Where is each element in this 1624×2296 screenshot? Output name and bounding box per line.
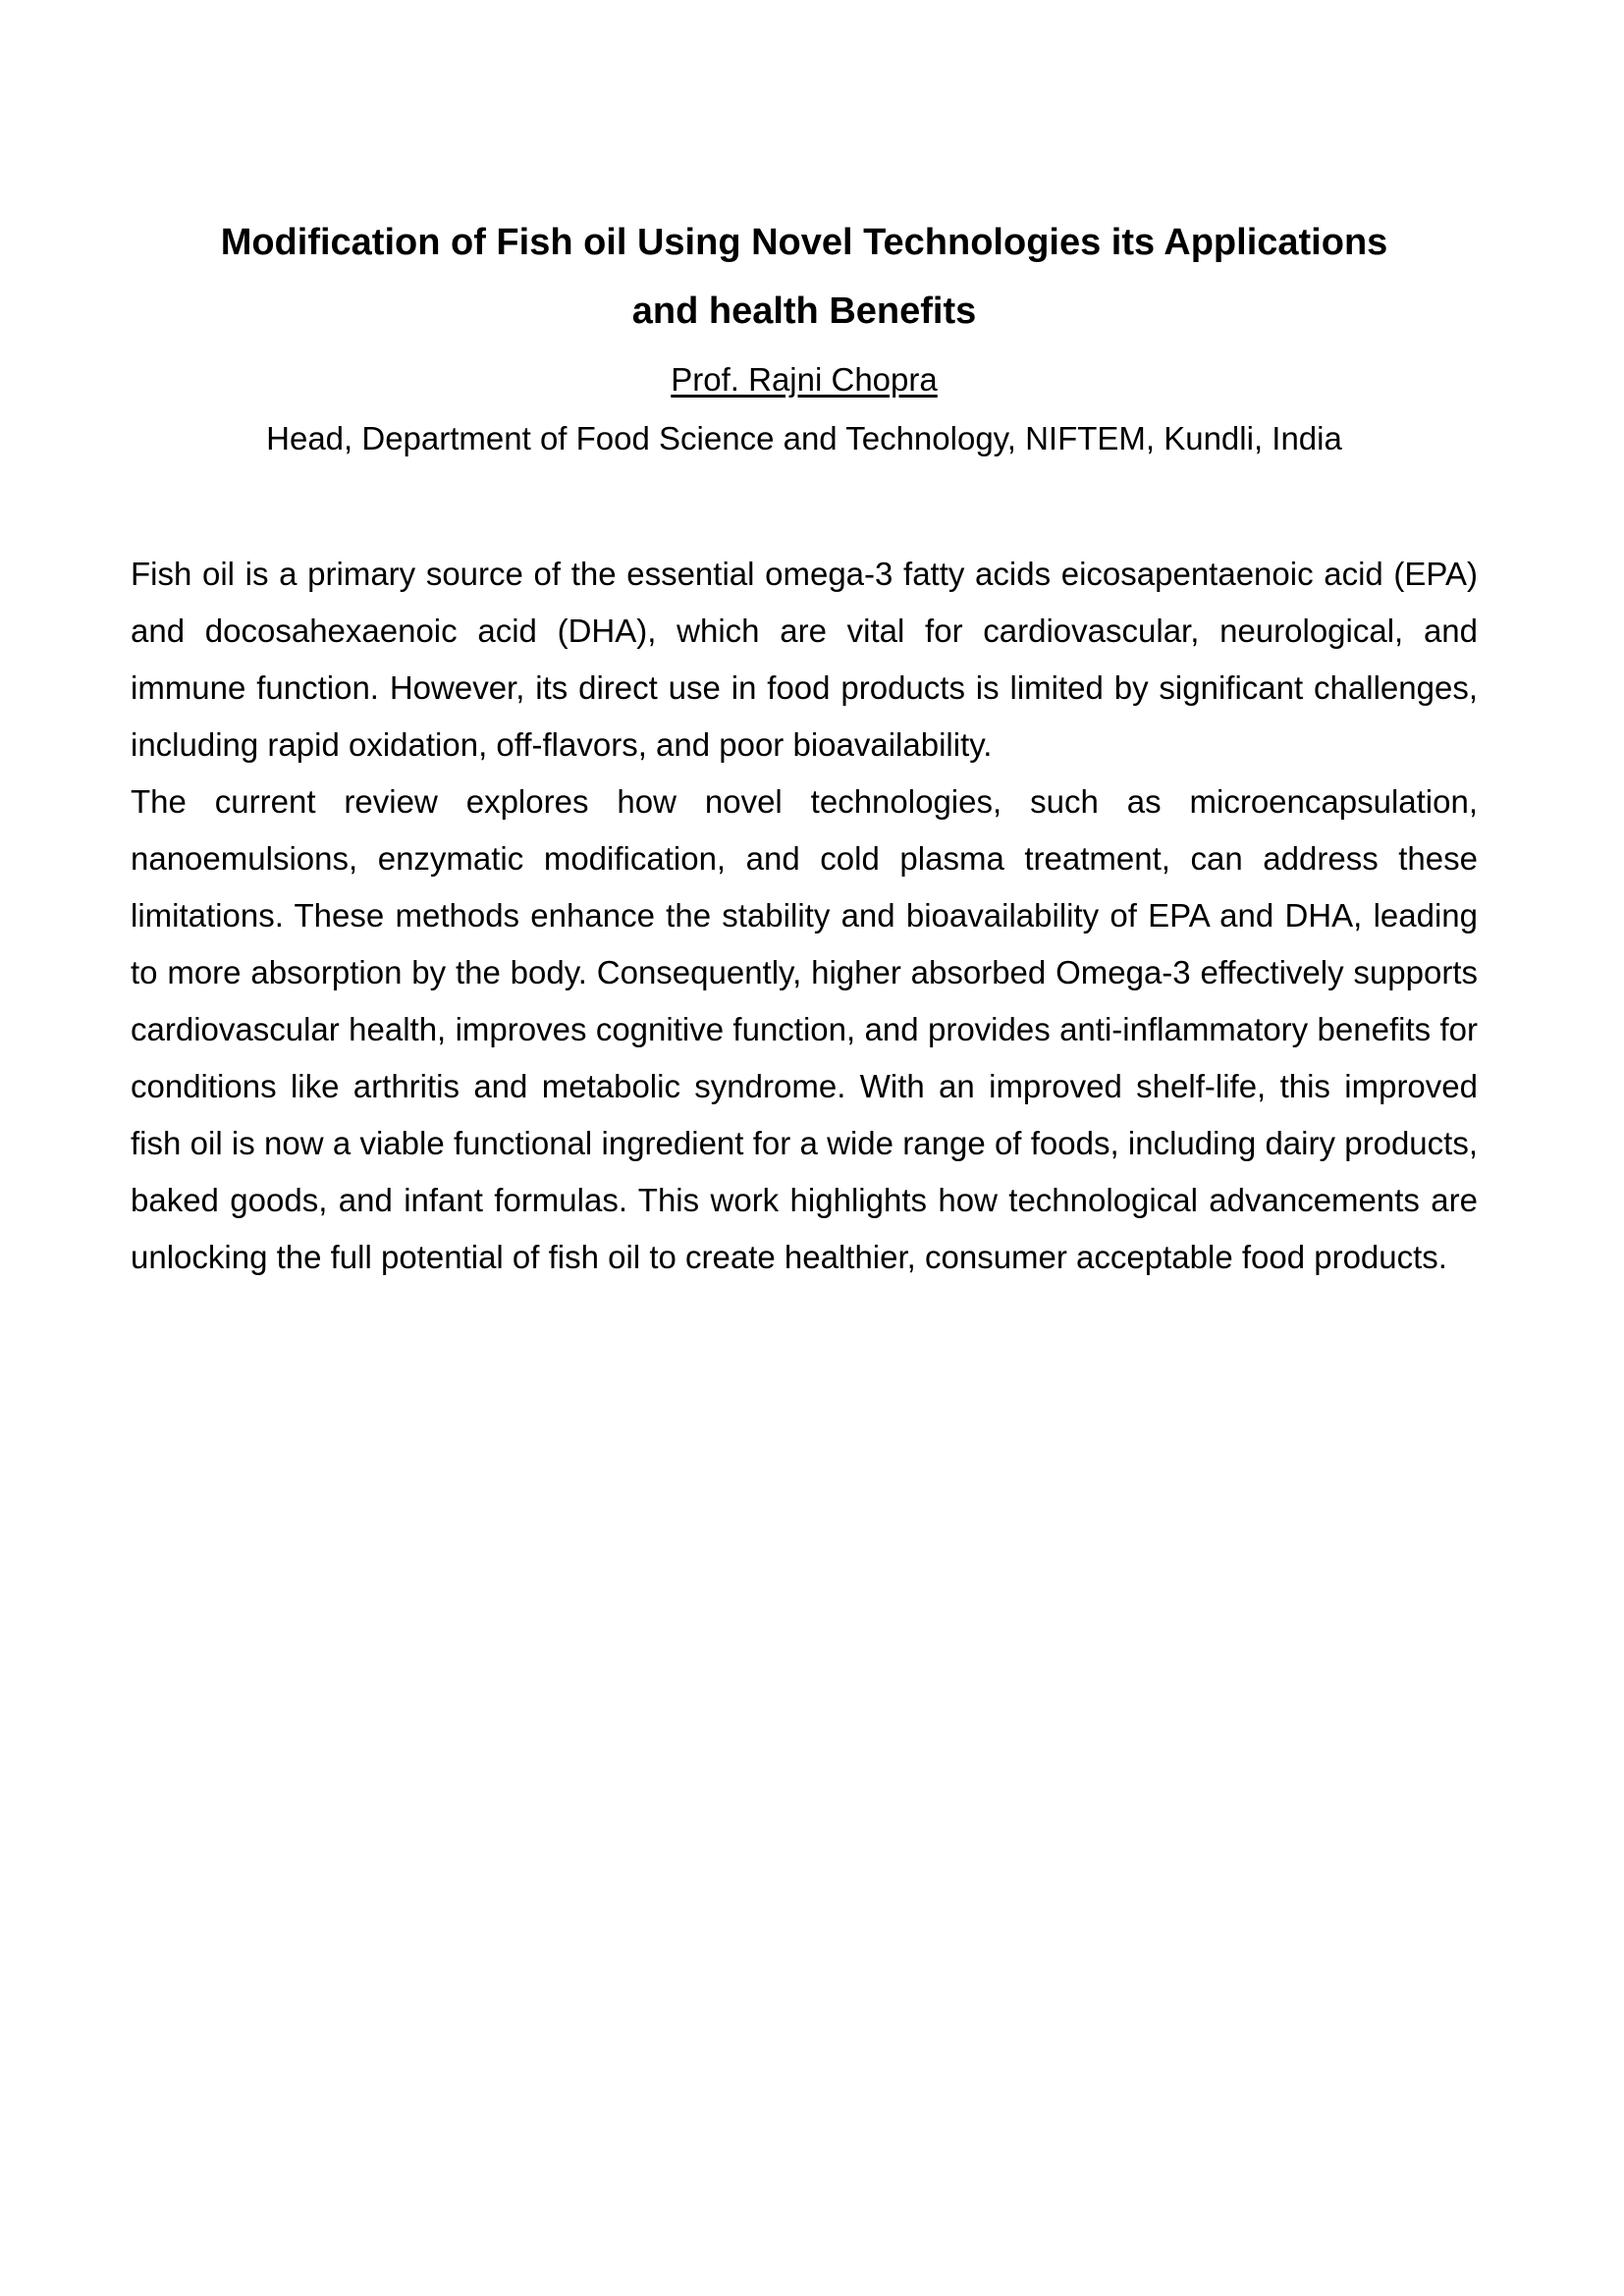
document-title-line-1: Modification of Fish oil Using Novel Technologies its Applications bbox=[220, 222, 1388, 263]
abstract-body bbox=[131, 546, 1478, 1286]
document-title bbox=[131, 208, 1478, 346]
author-affiliation: Head, Department of Food Science and Technology, NIFTEM, Kundli, India bbox=[266, 420, 1342, 456]
abstract-paragraph-1: Fish oil is a primary source of the essential omega-3 fatty acids eicosapentaenoic acid (EPA) and docosahexaenoic acid (DHA), which are vital for cardiovascular, neurological, and immune function. However, its direct use in food products is limited by significant challenges, including rapid oxidation, off-flavors, and poor bioavailability. bbox=[131, 556, 1478, 763]
author-line bbox=[131, 359, 1478, 400]
document-title-line-2: and health Benefits bbox=[631, 291, 977, 332]
abstract-paragraph-2: The current review explores how novel technologies, such as microencapsulation, nanoemulsions, enzymatic modification, and cold plasma treatment, can address these limitations. These methods enhance the stability and bioavailability of EPA and DHA, leading to more absorption by the body. Consequently, higher absorbed Omega-3 effectively supports cardiovascular health, improves cognitive function, and provides anti-inflammatory benefits for conditions like arthritis and metabolic syndrome. With an improved shelf-life, this improved fish oil is now a viable functional ingredient for a wide range of foods, including dairy products, baked goods, and infant formulas. This work highlights how technological advancements are unlocking the full potential of fish oil to create healthier, consumer acceptable food products. bbox=[131, 783, 1478, 1275]
author-name: Prof. Rajni Chopra bbox=[671, 361, 938, 398]
